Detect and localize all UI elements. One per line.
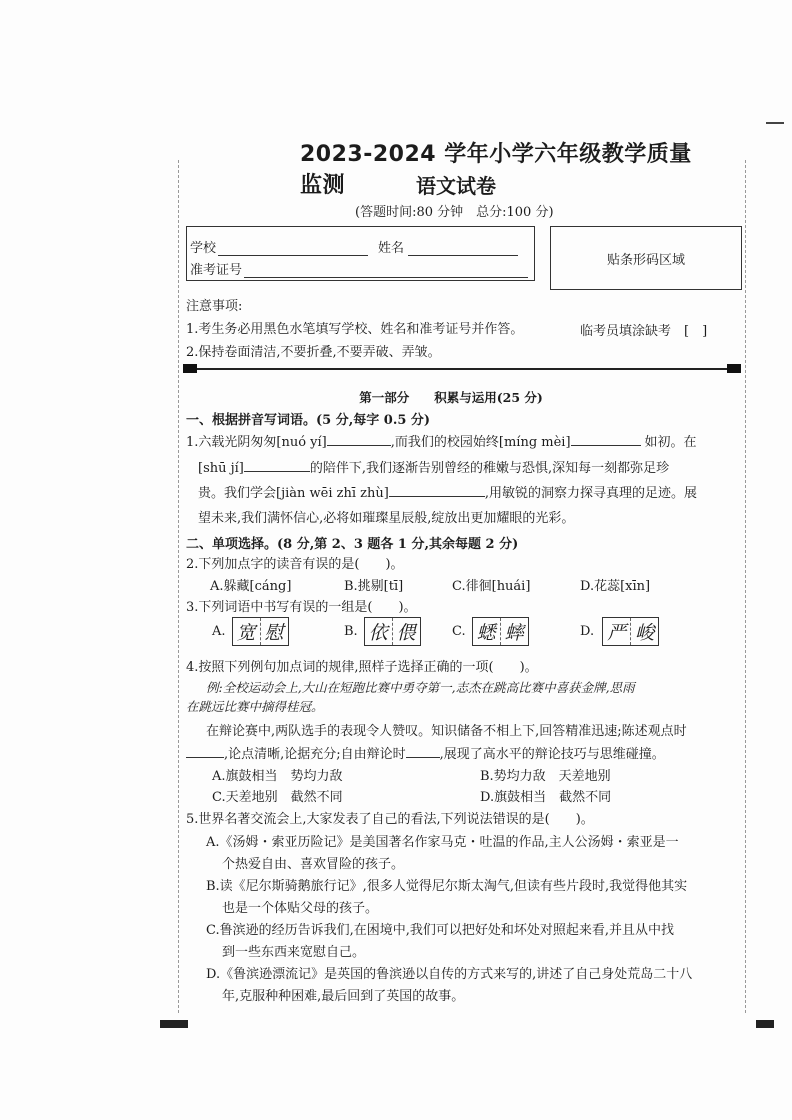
tian-grid — [602, 617, 659, 646]
q5-stem: 5.世界名著交流会上,大家发表了自己的看法,下列说法错误的是( )。 — [186, 812, 594, 827]
answer-blank[interactable] — [389, 484, 485, 497]
student-info-box — [186, 226, 535, 281]
grid-char: 慰 — [260, 618, 288, 645]
footer-mark-left — [160, 1020, 188, 1028]
q3-option-a[interactable] — [212, 617, 289, 646]
barcode-label: 贴条形码区域 — [606, 252, 685, 268]
q1-text: ,用敏锐的洞察力探寻真理的足迹。展 — [484, 486, 697, 501]
tian-grid — [472, 617, 529, 646]
notice-heading: 注意事项: — [186, 299, 243, 314]
q4-text: ,展现了高水平的辩论技巧与思维碰撞。 — [439, 747, 665, 762]
q4-option-d[interactable]: D.旗鼓相当 截然不同 — [480, 790, 612, 805]
name-label: 姓名 — [378, 241, 405, 256]
school-label: 学校 — [190, 241, 217, 256]
q5-option-c-line-1[interactable]: C.鲁滨逊的经历告诉我们,在困境中,我们可以把好处和坏处对照起来看,并且从中找 — [206, 923, 675, 938]
tian-grid — [364, 617, 421, 646]
q3-option-b[interactable] — [344, 617, 421, 646]
q4-option-a[interactable]: A.旗鼓相当 势均力敌 — [212, 769, 343, 784]
q2-option-a[interactable]: A.躲藏[cáng] — [210, 579, 292, 594]
answer-blank[interactable] — [327, 433, 391, 446]
q1-text: 1.六载光阴匆匆[nuó yí] — [186, 435, 327, 450]
section-divider — [186, 368, 738, 370]
grid-char: 依 — [368, 622, 388, 644]
q1-line-3 — [198, 482, 697, 501]
q3-option-d[interactable] — [580, 617, 659, 646]
answer-blank[interactable] — [244, 459, 310, 472]
tian-grid — [232, 617, 289, 646]
absent-checkbox[interactable]: 临考员填涂缺考 [ ] — [580, 324, 708, 339]
barcode-area — [550, 226, 742, 290]
q4-example-line-1: 例:全校运动会上,大山在短跑比赛中勇夺第一,志杰在跳高比赛中喜获金牌,思雨 — [206, 680, 635, 695]
q4-option-b[interactable]: B.势均力敌 天差地别 — [480, 769, 611, 784]
q5-option-c-line-2: 到一些东西来宽慰自己。 — [222, 945, 366, 960]
q5-option-d-line-2: 年,克服种种困难,最后回到了英国的故事。 — [222, 989, 465, 1004]
ticket-label: 准考证号 — [190, 263, 243, 278]
q1-text: ,而我们的校园始终[míng mèi] — [390, 435, 571, 450]
grid-char: 蟀 — [500, 618, 528, 645]
q3-stem: 3.下列词语中书写有误的一组是( )。 — [186, 600, 417, 615]
q2-stem: 2.下列加点字的读音有误的是( )。 — [186, 557, 404, 572]
option-label: B. — [344, 624, 358, 639]
q1-text: [shū jí] — [198, 461, 244, 476]
notice-item-1: 1.考生务必用黑色水笔填写学校、姓名和准考证号并作答。 — [186, 322, 524, 337]
q3-option-c[interactable] — [452, 617, 529, 646]
q4-passage-line-1: 在辩论赛中,两队选手的表现令人赞叹。知识储备不相上下,回答精准迅速;陈述观点时 — [206, 724, 687, 739]
q5-option-a-line-1[interactable]: A.《汤姆・索亚历险记》是美国著名作家马克・吐温的作品,主人公汤姆・索亚是一 — [206, 835, 679, 850]
grid-char: 偎 — [392, 618, 420, 645]
option-label: D. — [580, 624, 595, 639]
answer-blank[interactable] — [186, 745, 224, 758]
q5-option-b-line-1[interactable]: B.读《尼尔斯骑鹅旅行记》,很多人觉得尼尔斯太淘气,但读有些片段时,我觉得他其实 — [206, 879, 688, 894]
q2-option-b[interactable]: B.挑剔[tī] — [344, 579, 404, 594]
q1-line-1 — [186, 431, 697, 450]
grid-char: 蟋 — [476, 622, 496, 644]
grid-char: 宽 — [236, 622, 256, 644]
q2-option-d[interactable]: D.花蕊[xīn] — [580, 579, 651, 594]
divider-cap-left — [183, 364, 197, 373]
notice-item-2: 2.保持卷面清洁,不要折叠,不要弄破、弄皱。 — [186, 345, 441, 360]
answer-blank[interactable] — [571, 433, 641, 446]
grid-char: 峻 — [630, 618, 658, 645]
q5-option-a-line-2: 个热爱自由、喜欢冒险的孩子。 — [222, 857, 405, 872]
q4-stem: 4.按照下列例句加点词的规律,照样子选择正确的一项( )。 — [186, 660, 538, 675]
q4-text: ,论点清晰,论据充分;自由辩论时 — [224, 747, 406, 762]
q1-line-4: 望未来,我们满怀信心,必将如璀璨星辰般,绽放出更加耀眼的光彩。 — [198, 511, 575, 526]
q1-line-2 — [198, 457, 669, 476]
exam-title: 2023-2024 学年小学六年级教学质量监测 — [300, 142, 692, 198]
footer-mark-right — [756, 1020, 774, 1028]
divider-cap-right — [727, 364, 741, 373]
option-label: C. — [452, 624, 466, 639]
exam-subtitle: 语文试卷 — [416, 174, 496, 198]
name-field[interactable] — [408, 242, 518, 256]
section1-heading: 一、根据拼音写词语。(5 分,每字 0.5 分) — [186, 413, 431, 428]
q1-text: 如初。在 — [644, 435, 697, 450]
school-field[interactable] — [218, 242, 368, 256]
q1-text: 贵。我们学会[jiàn wēi zhī zhù] — [198, 486, 389, 501]
q4-example-line-2: 在跳远比赛中摘得桂冠。 — [186, 699, 324, 714]
section2-heading: 二、单项选择。(8 分,第 2、3 题各 1 分,其余每题 2 分) — [186, 537, 519, 552]
part1-heading: 第一部分 积累与运用(25 分) — [359, 390, 543, 405]
ticket-field[interactable] — [244, 264, 528, 278]
grid-char: 严 — [607, 622, 627, 644]
option-label: A. — [212, 624, 226, 639]
q5-option-d-line-1[interactable]: D.《鲁滨逊漂流记》是英国的鲁滨逊以自传的方式来写的,讲述了自己身处荒岛二十八 — [206, 967, 693, 982]
q4-passage-line-2 — [186, 743, 665, 762]
q2-option-c[interactable]: C.徘徊[huái] — [452, 579, 531, 594]
ticket-row — [190, 259, 528, 278]
q1-text: 的陪伴下,我们逐渐告别曾经的稚嫩与恐惧,深知每一刻都弥足珍 — [309, 461, 670, 476]
answer-blank[interactable] — [406, 745, 440, 758]
school-name-row — [190, 237, 518, 256]
scan-mark — [766, 122, 784, 124]
time-info: (答题时间:80 分钟 总分:100 分) — [355, 205, 554, 220]
q5-option-b-line-2: 也是一个体贴父母的孩子。 — [222, 901, 379, 916]
q4-option-c[interactable]: C.天差地别 截然不同 — [212, 790, 343, 805]
